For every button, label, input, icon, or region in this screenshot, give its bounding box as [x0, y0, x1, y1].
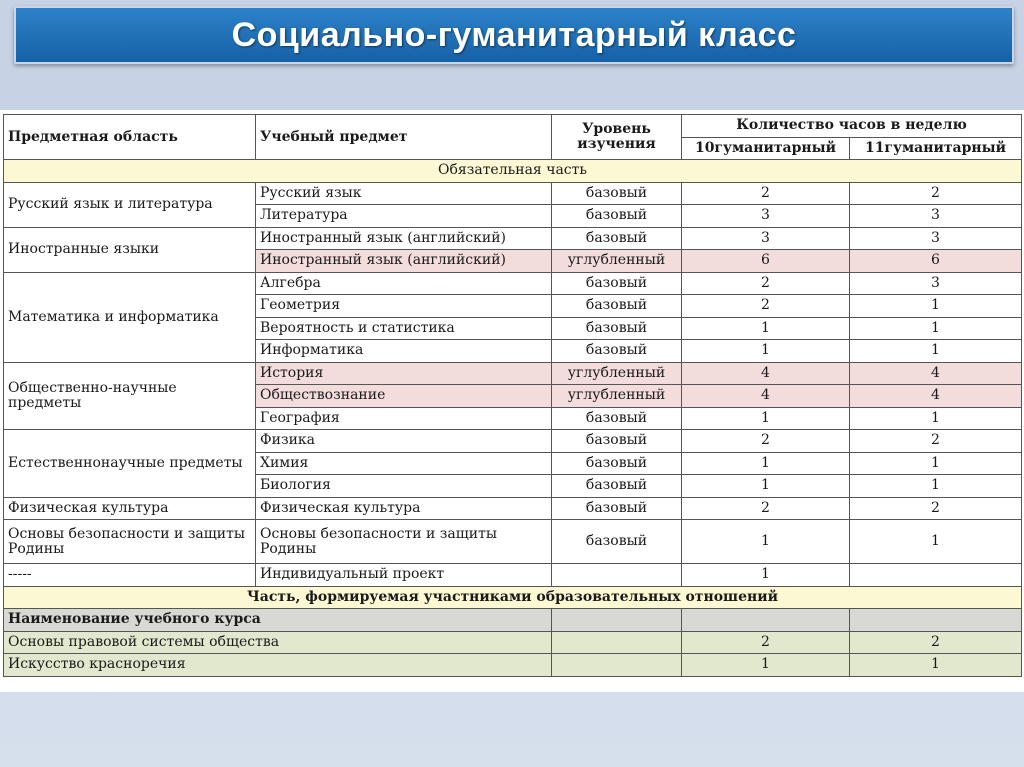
level-cell: базовый [552, 452, 682, 475]
hours11-cell: 2 [850, 182, 1022, 205]
level-cell: углубленный [552, 385, 682, 408]
subject-cell: Основы безопасности и защиты Родины [256, 520, 552, 564]
subject-cell: Химия [256, 452, 552, 475]
area-cell: Математика и информатика [4, 272, 256, 362]
subject-cell: География [256, 407, 552, 430]
table-row-advanced [4, 362, 1022, 385]
subject-cell: Иностранный язык (английский) [256, 227, 552, 250]
subject-cell: Алгебра [256, 272, 552, 295]
hours11-cell: 3 [850, 205, 1022, 228]
subject-cell: Вероятность и статистика [256, 317, 552, 340]
hours11-cell: 1 [850, 475, 1022, 498]
hours11-cell: 4 [850, 385, 1022, 408]
area-cell: Основы безопасности и защиты Родины [4, 520, 256, 564]
area-cell: Общественно-научные предметы [4, 362, 256, 430]
hours10-cell: 2 [682, 295, 850, 318]
subject-cell: Русский язык [256, 182, 552, 205]
course-header-h11 [850, 609, 1022, 632]
header-area: Предметная область [4, 115, 256, 160]
level-cell: базовый [552, 205, 682, 228]
hours10-cell: 1 [682, 340, 850, 363]
curriculum-table [3, 114, 1022, 677]
section-row [4, 160, 1022, 183]
course-header-row [4, 609, 1022, 632]
hours11-cell: 2 [850, 430, 1022, 453]
hours11-cell: 3 [850, 272, 1022, 295]
hours10-cell: 2 [682, 430, 850, 453]
hours10-cell: 3 [682, 227, 850, 250]
area-cell: Русский язык и литература [4, 182, 256, 227]
course-row [4, 654, 1022, 677]
course-hours10: 1 [682, 654, 850, 677]
level-cell: базовый [552, 317, 682, 340]
table-row [4, 564, 1022, 587]
hours10-cell: 3 [682, 205, 850, 228]
header-grade10: 10гуманитарный [682, 137, 850, 160]
section-mandatory: Обязательная часть [4, 160, 1022, 183]
section-optional: Часть, формируемая участниками образовательных отношений [4, 586, 1022, 609]
course-name: Основы правовой системы общества [4, 631, 552, 654]
header-level: Уровень изучения [552, 115, 682, 160]
area-cell: ----- [4, 564, 256, 587]
area-cell: Естественнонаучные предметы [4, 430, 256, 498]
hours10-cell: 1 [682, 475, 850, 498]
hours11-cell: 6 [850, 250, 1022, 273]
hours10-cell: 4 [682, 385, 850, 408]
hours11-cell: 1 [850, 295, 1022, 318]
hours10-cell: 4 [682, 362, 850, 385]
table-header-row [4, 115, 1022, 138]
level-cell: базовый [552, 407, 682, 430]
level-cell: базовый [552, 497, 682, 520]
course-hours10: 2 [682, 631, 850, 654]
level-cell: базовый [552, 182, 682, 205]
subject-cell: Геометрия [256, 295, 552, 318]
hours11-cell: 1 [850, 407, 1022, 430]
subject-cell: Иностранный язык (английский) [256, 250, 552, 273]
hours11-cell: 4 [850, 362, 1022, 385]
hours11-cell: 1 [850, 520, 1022, 564]
table-row [4, 520, 1022, 564]
level-cell: углубленный [552, 362, 682, 385]
course-level [552, 654, 682, 677]
hours10-cell: 1 [682, 564, 850, 587]
level-cell [552, 564, 682, 587]
area-cell: Физическая культура [4, 497, 256, 520]
subject-cell: Литература [256, 205, 552, 228]
subject-cell: Физическая культура [256, 497, 552, 520]
level-cell: углубленный [552, 250, 682, 273]
level-cell: базовый [552, 295, 682, 318]
header-grade11: 11гуманитарный [850, 137, 1022, 160]
hours10-cell: 1 [682, 317, 850, 340]
section-row [4, 586, 1022, 609]
level-cell: базовый [552, 227, 682, 250]
course-hours11: 2 [850, 631, 1022, 654]
hours10-cell: 6 [682, 250, 850, 273]
subject-cell: Индивидуальный проект [256, 564, 552, 587]
hours11-cell: 3 [850, 227, 1022, 250]
subject-cell: Биология [256, 475, 552, 498]
hours10-cell: 2 [682, 182, 850, 205]
level-cell: базовый [552, 475, 682, 498]
course-header: Наименование учебного курса [4, 609, 552, 632]
hours10-cell: 1 [682, 407, 850, 430]
table-row [4, 497, 1022, 520]
subject-cell: Обществознание [256, 385, 552, 408]
level-cell: базовый [552, 272, 682, 295]
subject-cell: История [256, 362, 552, 385]
hours11-cell: 1 [850, 452, 1022, 475]
page-title: Социально-гуманитарный класс [231, 15, 797, 54]
header-subject: Учебный предмет [256, 115, 552, 160]
hours11-cell: 2 [850, 497, 1022, 520]
hours11-cell: 1 [850, 340, 1022, 363]
table-row [4, 182, 1022, 205]
course-header-h10 [682, 609, 850, 632]
area-cell: Иностранные языки [4, 227, 256, 272]
title-banner [14, 6, 1014, 64]
course-level [552, 631, 682, 654]
hours10-cell: 1 [682, 520, 850, 564]
level-cell: базовый [552, 340, 682, 363]
hours11-cell [850, 564, 1022, 587]
table-row [4, 272, 1022, 295]
level-cell: базовый [552, 430, 682, 453]
course-hours11: 1 [850, 654, 1022, 677]
subject-cell: Физика [256, 430, 552, 453]
table-row [4, 227, 1022, 250]
table-row [4, 430, 1022, 453]
subject-cell: Информатика [256, 340, 552, 363]
header-hours: Количество часов в неделю [682, 115, 1022, 138]
hours11-cell: 1 [850, 317, 1022, 340]
level-cell: базовый [552, 520, 682, 564]
course-name: Искусство красноречия [4, 654, 552, 677]
course-header-level [552, 609, 682, 632]
hours10-cell: 1 [682, 452, 850, 475]
course-row [4, 631, 1022, 654]
hours10-cell: 2 [682, 272, 850, 295]
hours10-cell: 2 [682, 497, 850, 520]
